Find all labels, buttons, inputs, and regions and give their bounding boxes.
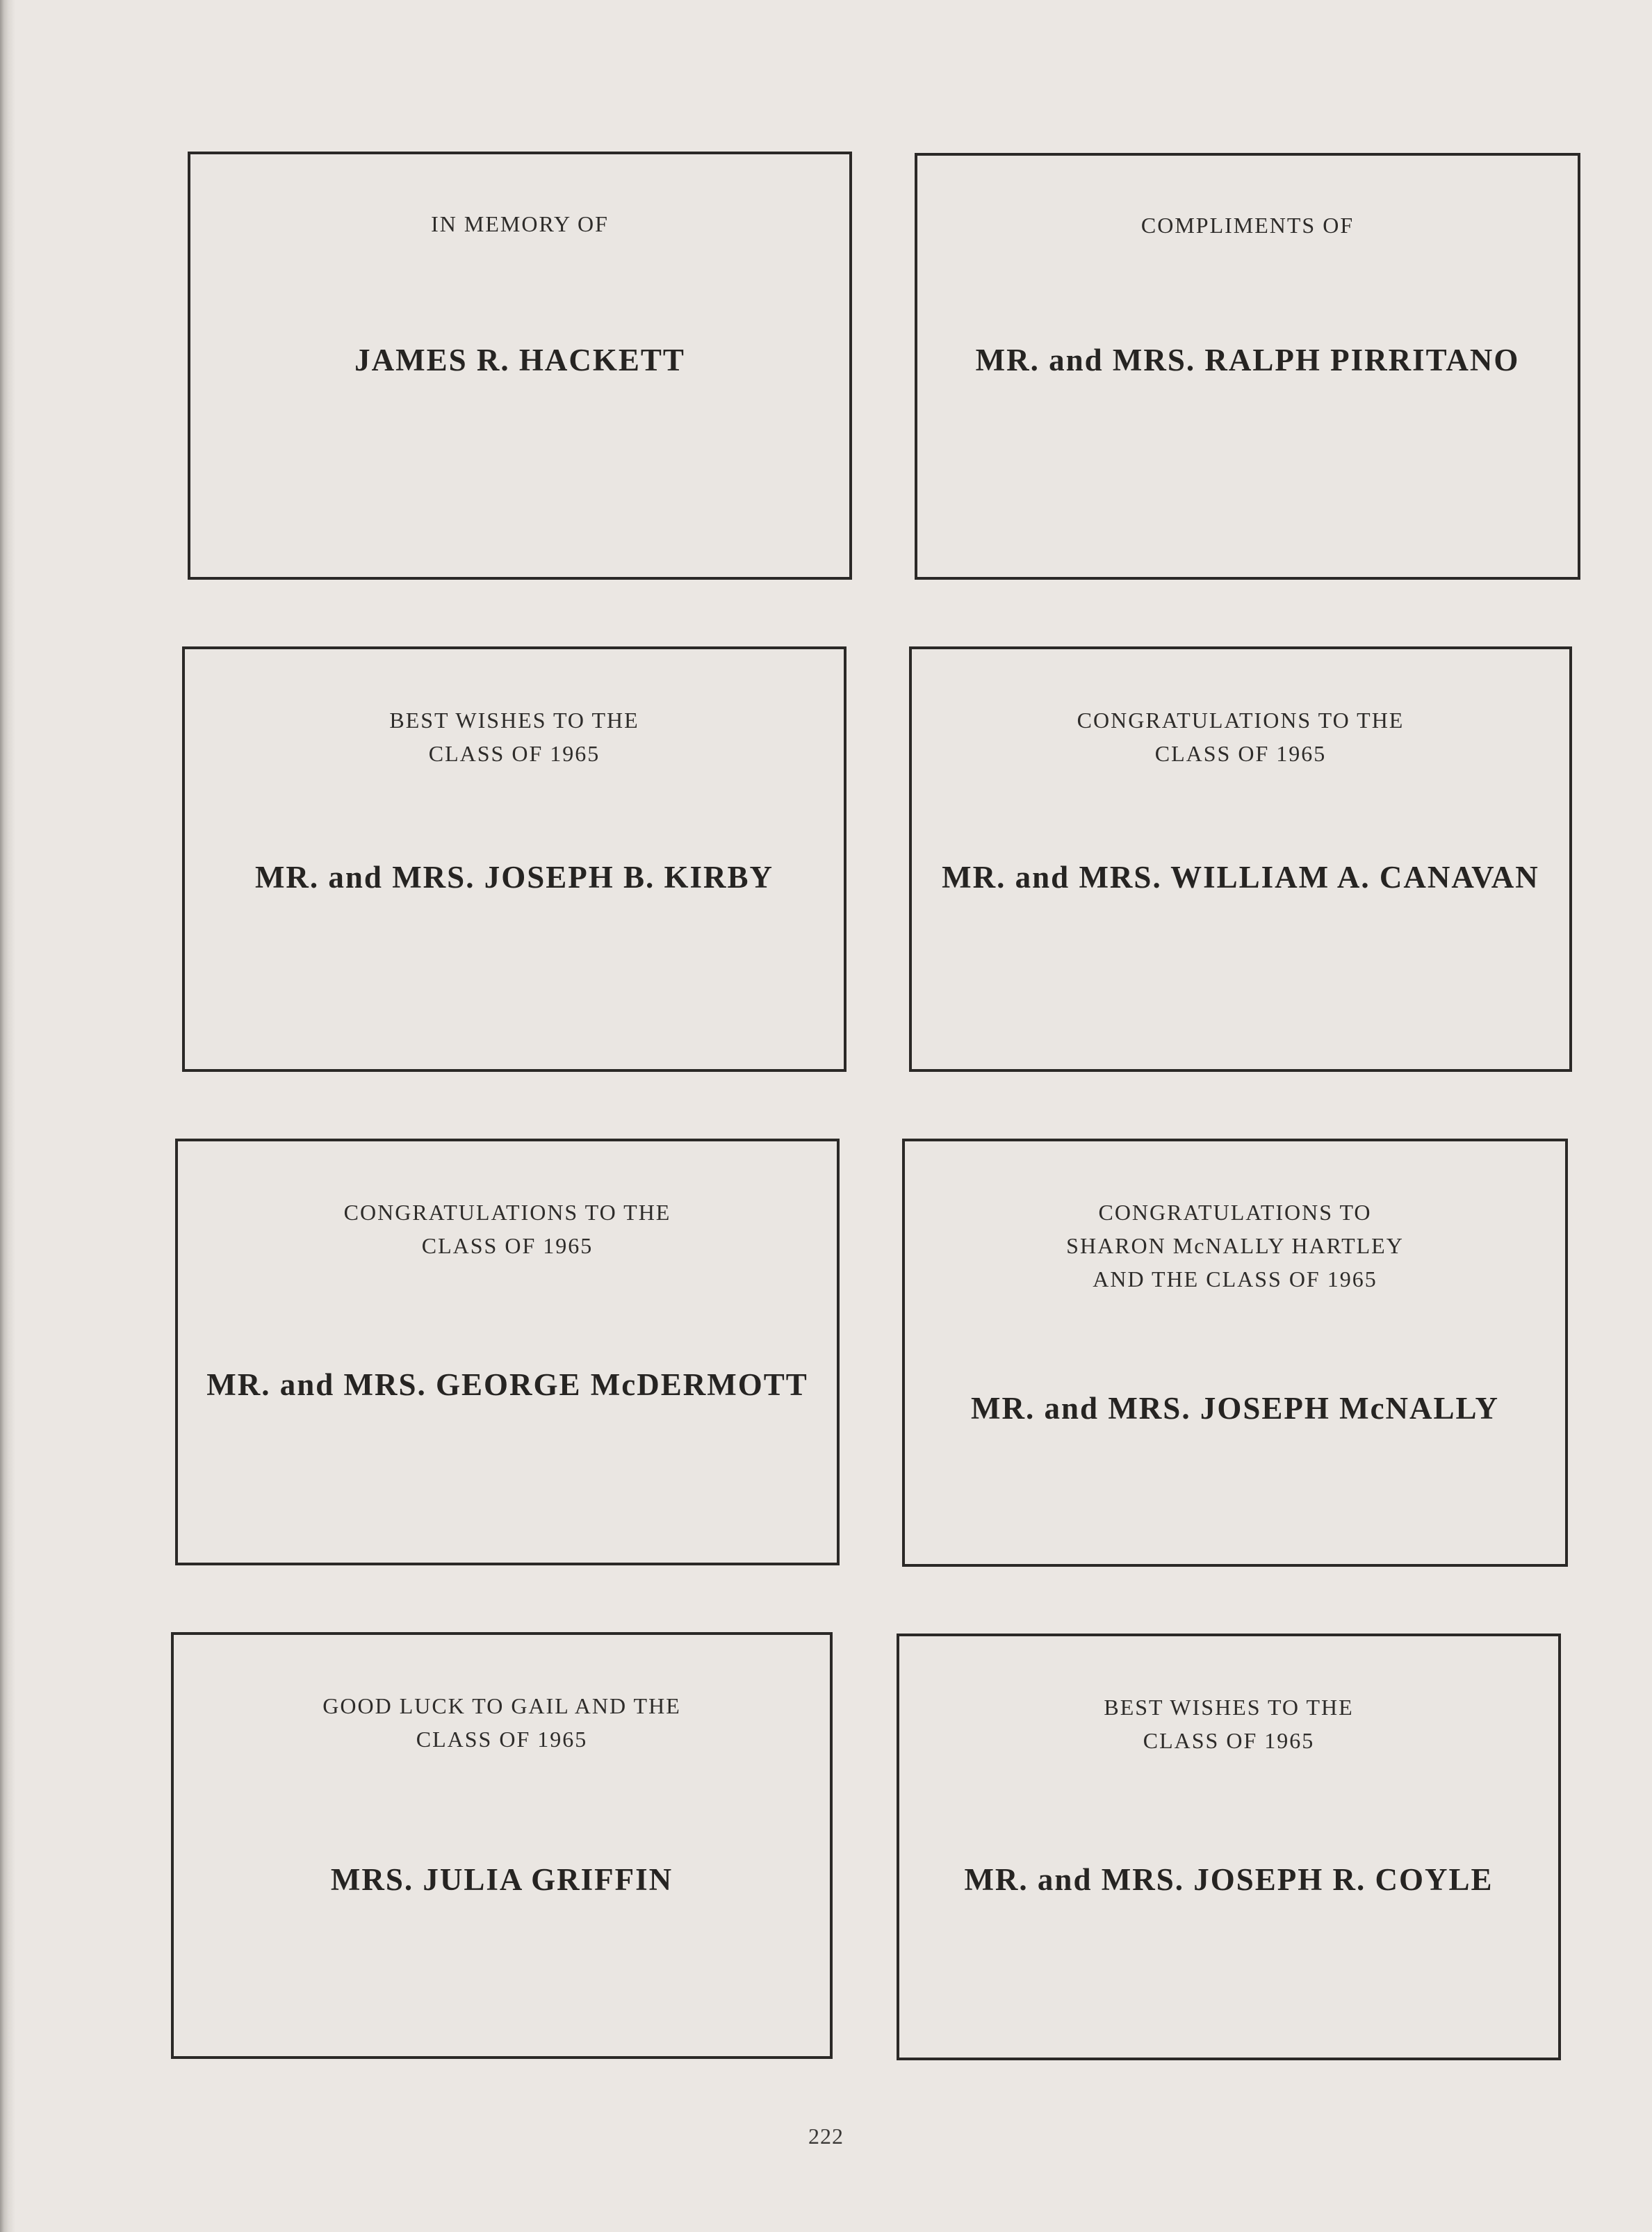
ad-message-line: IN MEMORY OF bbox=[431, 211, 609, 236]
ad-message-line: CLASS OF 1965 bbox=[416, 1727, 588, 1752]
ad-box-6 bbox=[902, 1139, 1568, 1567]
ad-message-line: CLASS OF 1965 bbox=[1154, 741, 1327, 766]
ad-message bbox=[905, 1196, 1565, 1296]
ad-sponsor-name: MR. and MRS. WILLIAM A. CANAVAN bbox=[942, 860, 1539, 895]
page-binding-edge bbox=[0, 0, 15, 2232]
ad-message-line: CLASS OF 1965 bbox=[421, 1233, 594, 1258]
ad-sponsor-name: MRS. JULIA GRIFFIN bbox=[330, 1862, 673, 1897]
ad-box-5 bbox=[175, 1139, 840, 1565]
ad-message-line: AND THE CLASS OF 1965 bbox=[1093, 1266, 1377, 1292]
ad-message-line: CLASS OF 1965 bbox=[428, 741, 600, 766]
ad-message bbox=[899, 1691, 1558, 1757]
ad-message-line: CONGRATULATIONS TO bbox=[1098, 1200, 1372, 1225]
ad-message bbox=[917, 209, 1578, 242]
ad-message-line: CONGRATULATIONS TO THE bbox=[1077, 708, 1405, 733]
ad-box-8 bbox=[897, 1634, 1561, 2060]
ad-message-line: GOOD LUCK TO GAIL AND THE bbox=[322, 1693, 681, 1718]
ad-box-2 bbox=[915, 153, 1580, 580]
ad-message-line: CLASS OF 1965 bbox=[1143, 1728, 1315, 1753]
ad-message bbox=[912, 703, 1569, 770]
ad-box-3 bbox=[182, 646, 847, 1072]
ad-sponsor-name: MR. and MRS. JOSEPH McNALLY bbox=[971, 1391, 1499, 1426]
ad-box-1 bbox=[188, 152, 852, 580]
ad-message-line: SHARON McNALLY HARTLEY bbox=[1066, 1233, 1404, 1258]
ad-sponsor-name: JAMES R. HACKETT bbox=[354, 343, 685, 377]
ad-message-line: BEST WISHES TO THE bbox=[1104, 1695, 1354, 1720]
ad-message bbox=[178, 1196, 837, 1262]
page-number: 222 bbox=[808, 2124, 844, 2149]
ad-message bbox=[190, 207, 849, 241]
ad-sponsor-name: MR. and MRS. GEORGE McDERMOTT bbox=[206, 1367, 808, 1402]
ad-message-line: COMPLIMENTS OF bbox=[1140, 213, 1355, 238]
ad-box-4 bbox=[909, 646, 1572, 1072]
ad-box-7 bbox=[171, 1632, 833, 2059]
ad-sponsor-name: MR. and MRS. JOSEPH R. COYLE bbox=[964, 1862, 1494, 1897]
ad-sponsor-name: MR. and MRS. RALPH PIRRITANO bbox=[975, 343, 1520, 377]
ad-message bbox=[174, 1689, 830, 1756]
ad-sponsor-name: MR. and MRS. JOSEPH B. KIRBY bbox=[254, 860, 774, 895]
ad-message-line: CONGRATULATIONS TO THE bbox=[343, 1200, 671, 1225]
ad-message bbox=[185, 703, 844, 770]
ad-message-line: BEST WISHES TO THE bbox=[389, 708, 639, 733]
